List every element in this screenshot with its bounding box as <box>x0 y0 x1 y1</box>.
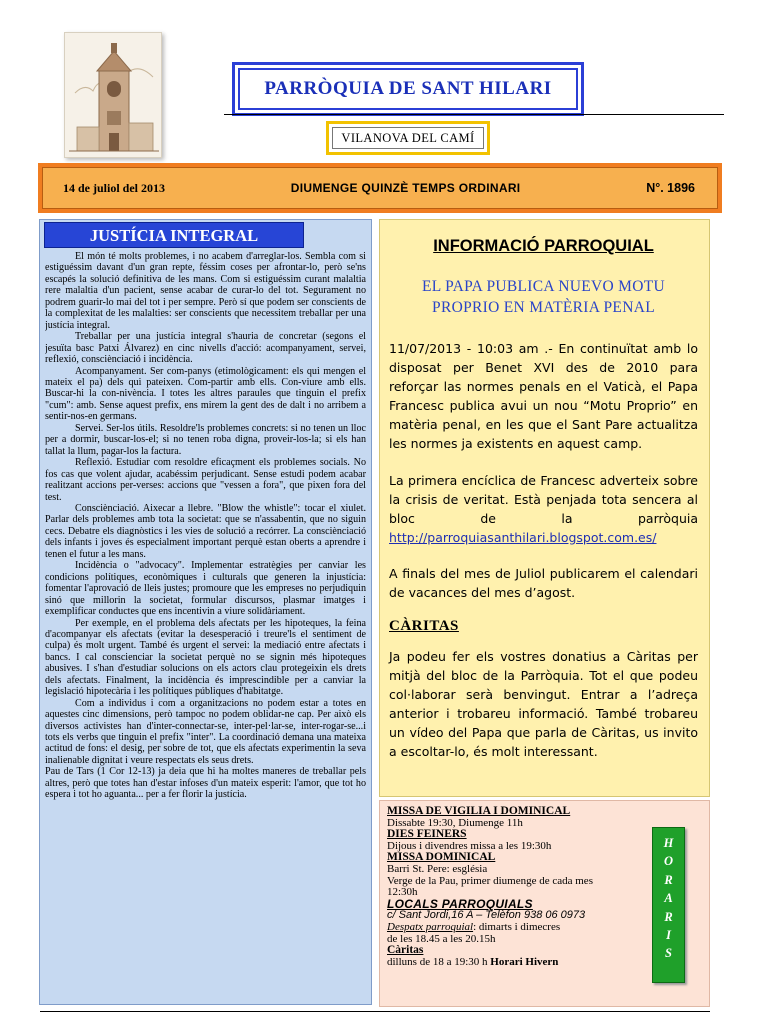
church-logo <box>64 32 162 158</box>
schedule-heading: MISSA DE VIGILIA I DOMINICAL <box>387 805 571 817</box>
schedule-line: Dijous i divendres missa a les 19:30h <box>387 839 552 852</box>
schedule-address: c/ Sant Jordi,16 A – Telèfon 938 06 0973 <box>387 909 586 922</box>
parish-title-box <box>232 62 584 116</box>
calendar-paragraph: A finals del mes de Juliol publicarem el calendari de vacances del mes d’agost. <box>389 566 698 600</box>
caritas-title: CÀRITAS <box>389 618 459 634</box>
schedule-heading: MISSA DOMINICAL <box>387 851 496 864</box>
issue-date: 14 de juliol del 2013 <box>63 180 166 195</box>
caritas-paragraph: Ja podeu fer els vostres donatius a Càritas per mitjà del bloc de la Parròquia. Tot el que podeu col·laborar serà benvingut. Entrar a l’adreça anterior i trobareu informació. També trobareu un vídeo del Papa que parla de Càritas, us invito a escoltar-lo, és molt interessant. <box>389 649 698 759</box>
news-paragraph: 11/07/2013 - 10:03 am .- En continuïtat amb lo disposat per Benet XVI des de 2010 para reforçar las normes penals en el Vaticà, el Papa Francesc publica avui un nou “Motu Proprio” en matèria penal, en les que el Sant Pare actualitza les normes ja existents en aquest camp. <box>389 341 698 451</box>
town-box <box>326 121 490 155</box>
footer-rule <box>40 1011 710 1012</box>
schedule-line <box>387 957 637 969</box>
horaris-label <box>652 827 685 983</box>
schedule-line: Dissabte 19:30, Diumenge 11h <box>387 816 523 829</box>
date-bar-inner <box>42 167 718 209</box>
schedule-line: Barri St. Pere: església <box>387 862 488 875</box>
town-name: VILANOVA DEL CAMÍ <box>332 127 484 149</box>
parish-title: PARRÒQUIA DE SANT HILARI <box>238 68 578 110</box>
schedule-line: Verge de la Pau, primer diumenge de cada mes <box>387 874 593 887</box>
article-paragraph: Treballar per una justícia integral s'hauria de concretar (segons el jesuïta basc Patxi Álvarez) en cinc nivells d'acció: acompanyament, servei, reflexió, consciènciació i incidència. <box>45 331 366 366</box>
schedule-line: de les 18.45 a les 20.15h <box>387 932 496 945</box>
blog-link[interactable]: http://parroquiasanthilari.blogspot.com.es/ <box>389 530 657 545</box>
liturgical-sunday: DIUMENGE QUINZÈ TEMPS ORDINARI <box>290 181 521 195</box>
header-rule <box>224 114 724 115</box>
article-paragraph: Acompanyament. Ser com-panys (etimològicament: els qui mengen el mateix el pa) dels qui pateixen. Com-partir amb ells. Con-viure amb ells. Buscar-hi la con-nivència. I totes les altres paraules que tinguin el prefix "cum": amb. Sense aquest prefix, ens mirem la gent des de dalt i no arribem a sentir-nos-en germans. <box>45 365 366 423</box>
news-headline: EL PAPA PUBLICA NUEVO MOTU PROPRIO EN MATÈRIA PENAL <box>422 278 665 316</box>
schedule-heading: Càritas <box>387 944 424 957</box>
article-paragraph: Servei. Ser-los útils. Resoldre'ls problemes concrets: si no tenen un lloc per a dormir, buscar-los-el; si no tenen roba digna, proveir-los-la; si els han tallat la llum, pagar-los la factura. <box>45 422 366 457</box>
article-paragraph: Reflexió. Estudiar com resoldre eficaçment els problemes socials. No fos cas que volent ajudar, acabéssim perjudicant. Sense estudi podem acabar realitzant accions per-verses: accions que "vessen a fora", que pixen fora del test. <box>45 457 366 503</box>
article-paragraph: Consciènciació. Aixecar a llebre. "Blow the whistle": tocar el xiulet. Parlar dels problemes amb tota la societat: que se n'assabentin, que no siguin cecs. Debatre els diagnòstics i les vies de solució a recórrer. La consciènciació dels infants i joves és especialment important perquè estan oberts a aprendre i tenen el futur a les mans. <box>45 502 366 560</box>
article-body <box>45 251 366 1003</box>
caritas-hours: dilluns de 18 a 19:30 h <box>387 955 488 968</box>
office-label: Despatx parroquial <box>387 920 474 933</box>
schedule-line: 12:30h <box>387 886 418 899</box>
schedule-line <box>387 922 637 934</box>
schedule-list <box>387 806 637 968</box>
parish-info-title: INFORMACIÓ PARROQUIAL <box>433 237 654 255</box>
schedule-heading: LOCALS PARROQUIALS <box>387 896 533 911</box>
encyclical-text: La primera encíclica de Francesc adverteix sobre la crisis de veritat. Està penjada tota sencera al bloc de la parròquia <box>389 473 698 526</box>
article-paragraph: Incidència o "advocacy". Implementar estratègies per canviar les condicions polítiques, econòmiques i culturals que generen la injustícia: fomentar l'aprovació de lleis justes; promoure que les empreses no perjudiquin sinó que millorin la societat, formular discursos, plasmar imatges i exemplificar conductes que ens incentivin a viure solidàriament. <box>45 560 366 618</box>
date-bar <box>38 163 722 213</box>
article-paragraph: El món té molts problemes, i no acabem d'arreglar-los. Sembla com si estiguéssim davant d'un gran repte, féssim coses per afrontar-lo, però se'ns escapés la solució definitiva de les mans. Com si estiguéssim curant malaltia rere malaltia d'un pacient, sense acabar de curar-lo del tot. Segurament no podrem guarir-lo mai del tot i per sempre. Però sí que podem ser conscients de la complexitat de les malalties: ser conscients que necessitem treballar per una justícia integral. <box>45 251 366 331</box>
encyclical-paragraph <box>389 471 698 547</box>
article-title: JUSTÍCIA INTEGRAL <box>44 222 304 248</box>
issue-number: N°. 1896 <box>646 181 695 195</box>
schedule-heading: DIES FEINERS <box>387 828 467 841</box>
article-paragraph: Pau de Tars (1 Cor 12-13) ja deia que hi ha moltes maneres de treballar pels altres, però que totes han d'estar infoses d'un mateix esperit: l'amor, que tot ho espera i tot ho aguanta... per a fer florir la justícia. <box>45 766 366 801</box>
right-column <box>379 219 710 797</box>
article-paragraph: Com a individus i com a organitzacions no podem estar a totes en aquestes cinc dimensions, però tampoc no podem oblidar-ne cap. Per això els diversos activistes han d'inter-connectar-se, inter-pel·lar-se, inter-rogar-se...i tots els verbs que tinguin el prefix "inter". La coordinació demana una mateixa actitud de fons: el desig, per sobre de tot, que els afectats experimentin la seva inalienable dignitat i veure respectats els seus drets. <box>45 697 366 766</box>
article-paragraph: Per exemple, en el problema dels afectats per les hipoteques, la feina d'acompanyar els afectats (evitar la desesperació i treure'ls el sentiment de culpa) és molt urgent. També és urgent el servei: la mediació entre afectats i bancs. I cal conscienciar la societat perquè no se signin més hipoteques abusives. I s'han d'estudiar solucions on els actors clau protegeixin els drets dels afectats. Finalment, la incidència és imprescindible per a canviar la legislació hipotecària i les polítiques públiques d'habitatge. <box>45 617 366 698</box>
church-tower-icon <box>65 33 162 158</box>
office-days: : dimarts i dimecres <box>473 920 561 933</box>
horaris-vertical-text: H O R A R I S <box>663 836 674 961</box>
winter-hours-label: Horari Hivern <box>490 955 559 968</box>
